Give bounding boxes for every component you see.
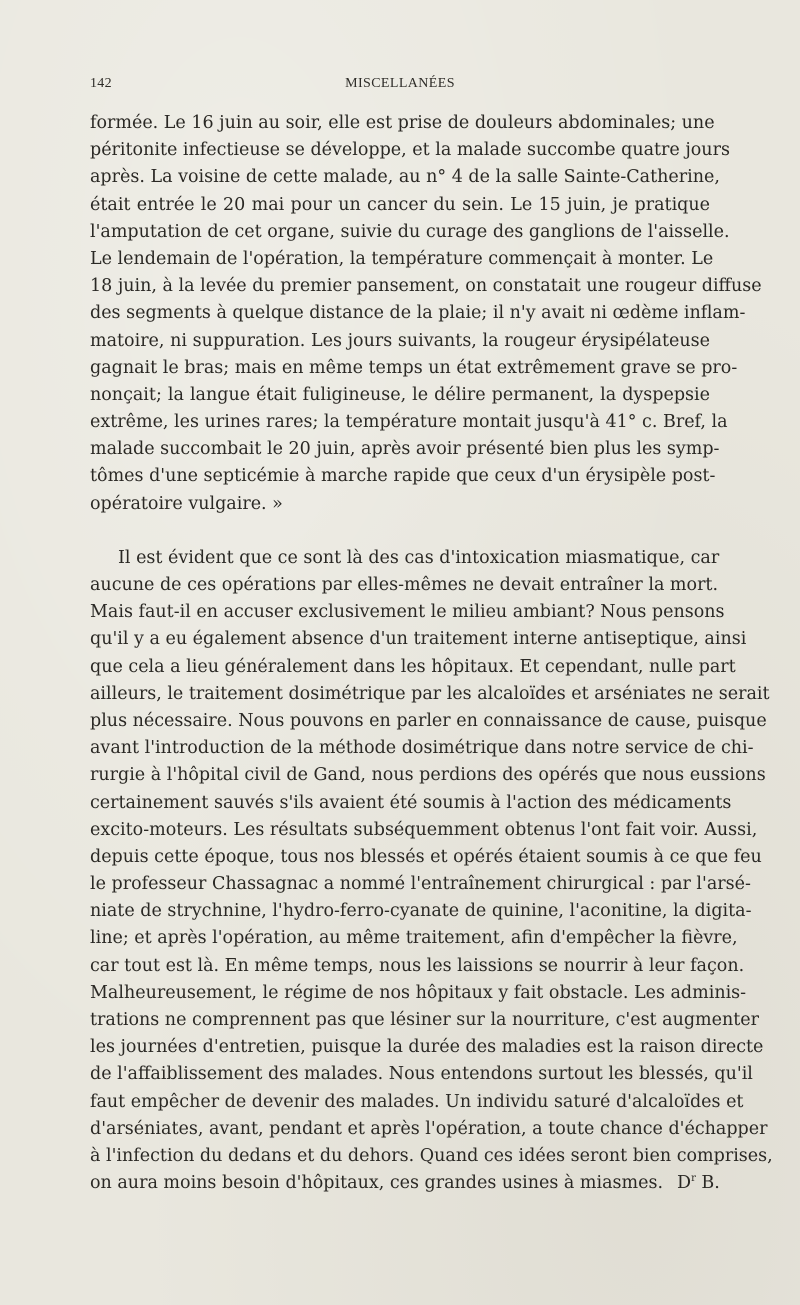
text-line: extrême, les urines rares; la température montait jusqu'à 41° c. Bref, la <box>90 412 728 433</box>
paragraph-2 <box>90 545 773 1170</box>
text-line: opératoire vulgaire. » <box>90 493 283 514</box>
text-line: trations ne comprennent pas que lésiner sur la nourriture, c'est augmenter <box>90 1010 760 1030</box>
signature-prefix: D <box>677 1173 692 1194</box>
text-line: car tout est là. En même temps, nous les laissions se nourrir à leur façon. <box>90 955 745 976</box>
final-line-text: on aura moins besoin d'hôpitaux, ces grandes usines à miasmes. <box>90 1173 664 1194</box>
text-line: line; et après l'opération, au même traitement, afin d'empêcher la fièvre, <box>90 928 738 949</box>
text-line: nonçait; la langue était fuligineuse, le délire permanent, la dyspepsie <box>90 384 710 405</box>
text-line: niate de strychnine, l'hydro-ferro-cyanate de quinine, l'aconitine, la digita- <box>90 901 752 922</box>
text-line: excito-moteurs. Les résultats subséquemment obtenus l'ont fait voir. Aussi, <box>90 819 758 840</box>
running-title: MISCELLANÉES <box>345 76 455 91</box>
text-line: certainement sauvés s'ils avaient été soumis à l'action des médicaments <box>90 792 732 813</box>
text-line: matoire, ni suppuration. Les jours suivants, la rougeur érysipélateuse <box>90 330 710 351</box>
page-number: 142 <box>90 76 112 91</box>
text-line: Le lendemain de l'opération, la température commençait à monter. Le <box>90 248 714 269</box>
text-line: après. La voisine de cette malade, au n° 4 de la salle Sainte-Catherine, <box>90 167 720 188</box>
text-line: était entrée le 20 mai pour un cancer du sein. Le 15 juin, je pratique <box>90 194 710 215</box>
text-line: depuis cette époque, tous nos blessés et opérés étaient soumis à ce que feu <box>90 846 762 867</box>
paragraph-1 <box>90 110 762 518</box>
text-line: des segments à quelque distance de la plaie; il n'y avait ni œdème inflam- <box>90 303 746 324</box>
text-line: ailleurs, le traitement dosimétrique par les alcaloïdes et arséniates ne serait <box>90 683 770 704</box>
signature-suffix: B. <box>695 1173 720 1194</box>
text-line: tômes d'une septicémie à marche rapide que ceux d'un érysipèle post- <box>90 466 716 487</box>
text-line: qu'il y a eu également absence d'un traitement interne antiseptique, ainsi <box>90 629 747 650</box>
text-line: l'amputation de cet organe, suivie du curage des ganglions de l'aisselle. <box>90 221 730 242</box>
text-line: gagnait le bras; mais en même temps un état extrêmement grave se pro- <box>90 357 738 378</box>
text-line: péritonite infectieuse se développe, et la malade succombe quatre jours <box>90 140 730 161</box>
text-line: aucune de ces opérations par elles-mêmes ne devait entraîner la mort. <box>90 575 719 595</box>
text-line: que cela a lieu généralement dans les hôpitaux. Et cependant, nulle part <box>90 656 736 677</box>
text-line: les journées d'entretien, puisque la durée des maladies est la raison directe <box>90 1037 764 1058</box>
text-line: formée. Le 16 juin au soir, elle est prise de douleurs abdominales; une <box>90 113 715 133</box>
text-line: d'arséniates, avant, pendant et après l'opération, a toute chance d'échapper <box>90 1118 768 1139</box>
text-line: rurgie à l'hôpital civil de Gand, nous perdions des opérés que nous eussions <box>90 765 766 786</box>
body-text <box>90 110 773 1197</box>
text-line: Mais faut-il en accuser exclusivement le milieu ambiant? Nous pensons <box>90 602 725 623</box>
text-line: 18 juin, à la levée du premier pansement, on constatait une rougeur diffuse <box>90 276 762 297</box>
text-line: le professeur Chassagnac a nommé l'entraînement chirurgical : par l'arsé- <box>90 874 751 895</box>
text-line: Il est évident que ce sont là des cas d'intoxication miasmatique, car <box>118 547 720 568</box>
text-line: à l'infection du dedans et du dehors. Quand ces idées seront bien comprises, <box>90 1145 773 1166</box>
text-line: avant l'introduction de la méthode dosimétrique dans notre service de chi- <box>90 738 754 759</box>
text-line: malade succombait le 20 juin, après avoir présenté bien plus les symp- <box>90 439 720 460</box>
final-line <box>90 1170 720 1197</box>
text-line: plus nécessaire. Nous pouvons en parler en connaissance de cause, puisque <box>90 710 767 731</box>
author-signature <box>677 1170 720 1197</box>
text-line: Malheureusement, le régime de nos hôpitaux y fait obstacle. Les adminis- <box>90 982 747 1003</box>
text-line: de l'affaiblissement des malades. Nous entendons surtout les blessés, qu'il <box>90 1064 753 1085</box>
text-line: faut empêcher de devenir des malades. Un individu saturé d'alcaloïdes et <box>90 1091 744 1112</box>
page-header <box>90 76 710 98</box>
signature-superscript: r <box>691 1173 696 1185</box>
paragraph-gap <box>90 518 710 545</box>
